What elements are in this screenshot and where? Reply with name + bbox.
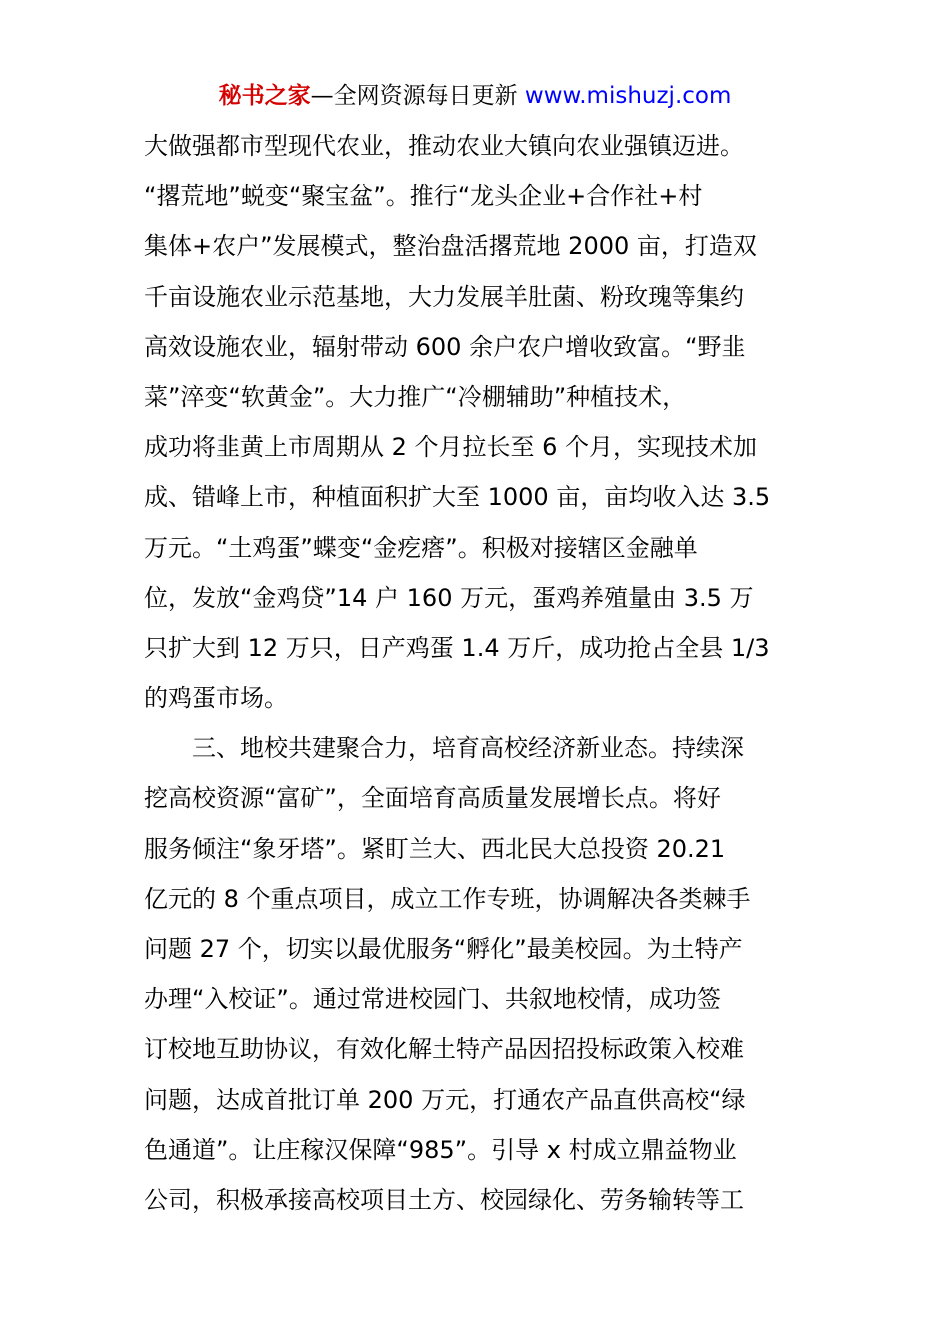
header-brand: 秘书之家 — [218, 83, 311, 109]
document-body — [144, 121, 824, 1225]
text-line: 服务倾注“象牙塔”。紧盯兰大、西北民大总投资 20.21 — [144, 834, 726, 863]
text-line: 位，发放“金鸡贷”14 户 160 万元，蛋鸡养殖量由 3.5 万 — [144, 583, 754, 612]
text-line: 三、地校共建聚合力，培育高校经济新业态。持续深 — [144, 734, 744, 763]
text-line: 集体+农户”发展模式，整治盘活撂荒地 2000 亩，打造双 — [144, 232, 757, 261]
text-line: 办理“入校证”。通过常进校园门、共叙地校情，成功签 — [144, 985, 721, 1014]
text-line: 的鸡蛋市场。 — [144, 684, 288, 713]
text-line: 亿元的 8 个重点项目，成立工作专班，协调解决各类棘手 — [144, 884, 751, 913]
text-line: 万元。“土鸡蛋”蝶变“金疙瘩”。积极对接辖区金融单 — [144, 533, 698, 562]
text-line: 问题，达成首批订单 200 万元，打通农产品直供高校“绿 — [144, 1085, 746, 1114]
text-line: 问题 27 个，切实以最优服务“孵化”最美校园。为土特产 — [144, 935, 743, 963]
text-line: 千亩设施农业示范基地，大力发展羊肚菌、粉玫瑰等集约 — [144, 282, 744, 311]
text-line: 色通道”。让庄稼汉保障“985”。引导 x 村成立鼎益物业 — [144, 1135, 737, 1164]
header-site-link[interactable]: www.mishuzj.com — [524, 83, 732, 109]
text-line: 高效设施农业，辐射带动 600 余户农户增收致富。“野韭 — [144, 332, 746, 361]
text-line: 成、错峰上市，种植面积扩大至 1000 亩，亩均收入达 3.5 — [144, 483, 771, 512]
text-line: 大做强都市型现代农业，推动农业大镇向农业强镇迈进。 — [144, 132, 744, 160]
header-tagline: —全网资源每日更新 — [310, 83, 525, 109]
text-line: “撂荒地”蜕变“聚宝盆”。推行“龙头企业+合作社+村 — [144, 182, 703, 211]
text-line: 只扩大到 12 万只，日产鸡蛋 1.4 万斤，成功抢占全县 1/3 — [144, 633, 770, 662]
text-line: 菜”淬变“软黄金”。大力推广“冷棚辅助”种植技术， — [144, 382, 687, 411]
text-line: 公司，积极承接高校项目土方、校园绿化、劳务输转等工 — [144, 1185, 744, 1214]
text-line: 挖高校资源“富矿”，全面培育高质量发展增长点。将好 — [144, 784, 721, 813]
text-line: 成功将韭黄上市周期从 2 个月拉长至 6 个月，实现技术加 — [144, 433, 758, 462]
page-header — [0, 80, 950, 112]
text-line: 订校地互助协议，有效化解土特产品因招投标政策入校难 — [144, 1035, 744, 1064]
